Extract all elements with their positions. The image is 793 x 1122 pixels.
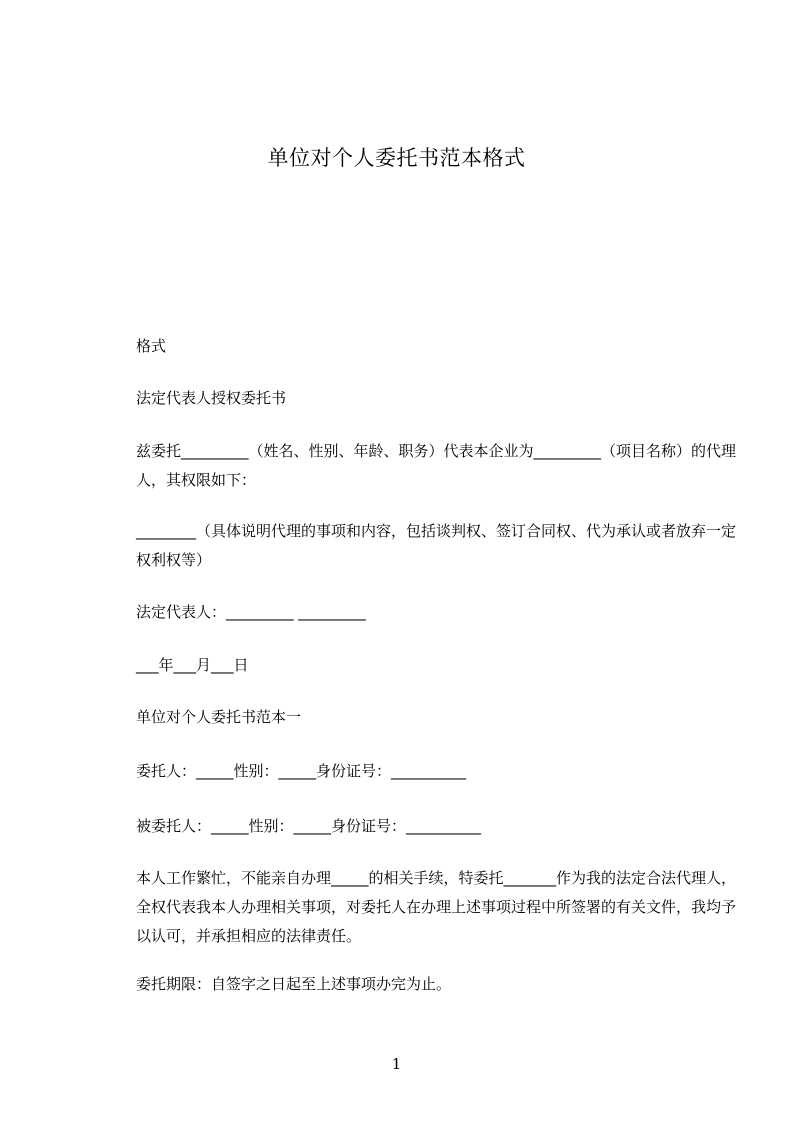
paragraph-template-one-heading: 单位对个人委托书范本一 (136, 708, 302, 726)
document-title: 单位对个人委托书范本格式 (267, 146, 526, 170)
paragraph-scope-of-authority: ________（具体说明代理的事项和内容，包括谈判权、签订合同权、代为承认或者放弃一定权利权等） (136, 522, 737, 569)
page-number: 1 (391, 1055, 402, 1073)
paragraph-entrust-period: 委托期限：自签字之日起至上述事项办完为止。 (136, 975, 452, 993)
paragraph-entrust-agent: 兹委托_________（姓名、性别、年龄、职务）代表本企业为_________（项目名称）的代理人，其权限如下： (136, 442, 737, 489)
paragraph-authorization-heading: 法定代表人授权委托书 (136, 389, 287, 407)
paragraph-agent-info: 被委托人：_____性别：_____身份证号：__________ (136, 817, 482, 835)
paragraph-principal-info: 委托人：_____性别：_____身份证号：__________ (136, 762, 467, 780)
paragraph-date: ___年___月___日 (136, 656, 249, 674)
paragraph-legal-representative: 法定代表人：_________ _________ (136, 603, 366, 621)
paragraph-entrust-statement: 本人工作繁忙，不能亲自办理_____的相关手续，特委托_______作为我的法定合法代理人，全权代表我本人办理相关事项，对委托人在办理上述事项过程中所签署的有关文件，我均予以认可，并承担相应的法律责任。 (136, 869, 737, 945)
paragraph-format-label: 格式 (136, 337, 167, 355)
